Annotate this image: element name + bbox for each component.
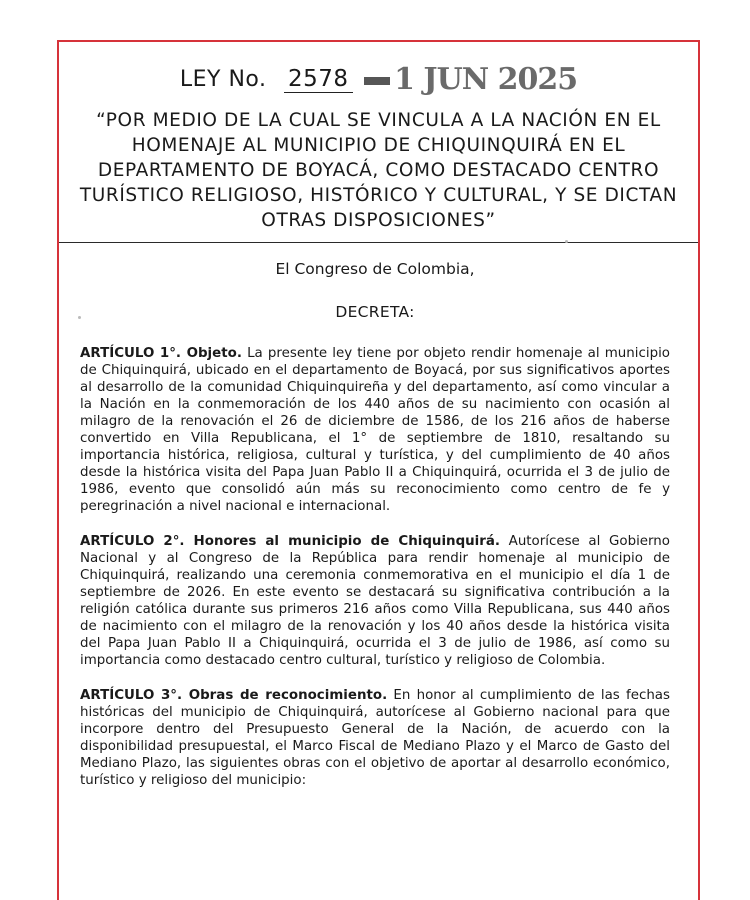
law-number-line: [59, 62, 698, 97]
scan-speck: [565, 240, 568, 243]
stamp-date-text: 1 JUN 2025: [394, 62, 578, 97]
article-heading: ARTÍCULO 3°. Obras de reconocimiento.: [80, 688, 388, 703]
stamp-dash: [364, 77, 390, 85]
scan-speck: [78, 316, 81, 319]
article-body: La presente ley tiene por objeto rendir homenaje al municipio de Chiquinquirá, ubicado en el departamento de Boyacá, por sus significativos aportes al desarrollo de la comunidad Chiquinquireña y del departamento, así como vincular a la Nación en la conmemoración de los 440 años de su nacimiento con ocasión al milagro de la renovación el 26 de diciembre de 1586, de los 216 años de haberse convertido en Villa Republicana, el 1° de septiembre de 1810, resaltando su importancia histórica, religiosa, cultural y turística, y del cumplimiento de 40 años desde la histórica visita del Papa Juan Pablo II a Chiquinquirá, ocurrida el 3 de julio de 1986, evento que consolidó aún más su reconocimiento como centro de fe y peregrinación a nivel nacional e internacional.: [80, 346, 670, 514]
decree-heading: DECRETA:: [335, 303, 415, 321]
law-title: “POR MEDIO DE LA CUAL SE VINCULA A LA NACIÓN EN EL HOMENAJE AL MUNICIPIO DE CHIQUINQUIRÁ EN EL DEPARTAMENTO DE BOYACÁ, COMO DESTACADO CENTRO TURÍSTICO RELIGIOSO, HISTÓRICO Y CULTURAL, Y SE DICTAN OTRAS DISPOSICIONES”: [79, 110, 678, 231]
article-heading: ARTÍCULO 2°. Honores al municipio de Chiquinquirá.: [80, 534, 500, 549]
articles-section: [80, 345, 670, 807]
article-heading: ARTÍCULO 1°. Objeto.: [80, 346, 242, 361]
article-1: [80, 345, 670, 515]
article-body: En honor al cumplimiento de las fechas históricas del municipio de Chiquinquirá, autorícese al Gobierno nacional para que incorpore dentro del Presupuesto General de la Nación, de acuerdo con la disponibilidad presupuestal, el Marco Fiscal de Mediano Plazo y el Marco de Gasto del Mediano Plazo, las siguientes obras con el objetivo de aportar al desarrollo económico, turístico y religioso del municipio:: [80, 688, 670, 788]
issuing-body: El Congreso de Colombia,: [275, 260, 475, 278]
law-header: [59, 42, 698, 243]
law-number: 2578: [284, 66, 353, 93]
article-body: Autorícese al Gobierno Nacional y al Congreso de la República para rendir homenaje al municipio de Chiquinquirá, realizando una ceremonia conmemorativa en el municipio el día 1 de septiembre de 2026. En este evento se destacará su significativa contribución a la religión católica durante sus primeros 216 años como Villa Republicana, sus 440 años de nacimiento con el milagro de la renovación y los 40 años desde la histórica visita del Papa Juan Pablo II a Chiquinquirá, ocurrida el 3 de julio de 1986, así como su importancia como destacado centro cultural, turístico y religioso de Colombia.: [80, 534, 670, 668]
article-2: [80, 533, 670, 669]
date-stamp: [364, 62, 577, 97]
law-label: LEY No.: [179, 67, 267, 92]
article-3: [80, 687, 670, 789]
